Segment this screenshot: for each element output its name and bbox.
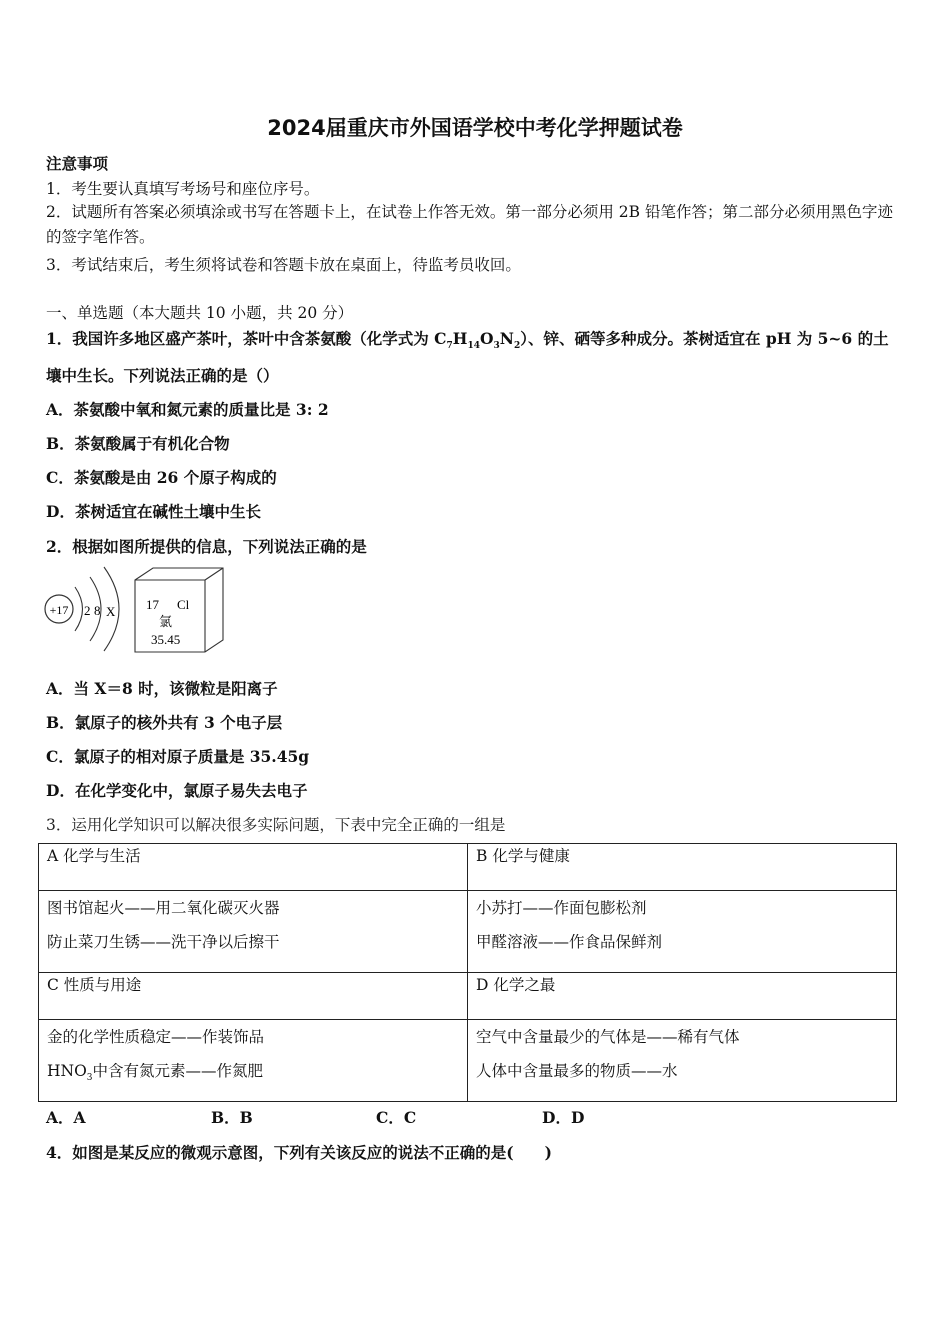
cell-d-line1: 空气中含量最少的气体是——稀有气体 [476, 1028, 740, 1046]
cell-d-head: D 化学之最 [468, 973, 897, 1020]
q1-stem-part-b: ）、锌、硒等多种成分。茶树适宜在 pH 为 5~6 的土 [520, 329, 889, 348]
section-heading: 一、单选题（本大题共 10 小题，共 20 分） [46, 304, 354, 322]
notice-item-2: 2．试题所有答案必须填涂或书写在答题卡上，在试卷上作答无效。第一部分必须用 2B 铅笔作答；第二部分必须用黑色字迹的签字笔作答。 [46, 203, 893, 246]
cell-b-line2: 甲醛溶液——作食品保鲜剂 [476, 933, 663, 951]
q3-table [38, 843, 897, 1102]
q3-option-b: B．B [211, 1108, 253, 1127]
element-name: 氯 [159, 614, 173, 629]
q2-stem: 2．根据如图所提供的信息，下列说法正确的是 [46, 537, 367, 556]
cell-b-line1: 小苏打——作面包膨松剂 [476, 899, 647, 917]
q1-stem-line2: 壤中生长。下列说法正确的是（） [46, 366, 279, 385]
element-mass: 35.45 [151, 632, 181, 647]
q3-option-c: C．C [376, 1108, 417, 1127]
q4-stem: 4．如图是某反应的微观示意图，下列有关该反应的说法不正确的是( ) [46, 1143, 552, 1162]
shell-electrons-x: X [106, 604, 116, 619]
q1-option-d: D．茶树适宜在碱性土壤中生长 [46, 502, 261, 521]
q1-stem-line1 [46, 327, 889, 351]
formula-o-count: 3 [493, 341, 500, 352]
cell-a-head: A 化学与生活 [39, 844, 468, 891]
q2-option-d: D．在化学变化中，氯原子易失去电子 [46, 781, 308, 800]
notice-heading: 注意事项 [46, 154, 109, 173]
cell-c-line1: 金的化学性质稳定——作装饰品 [47, 1028, 265, 1046]
chlorine-figure [40, 562, 240, 662]
q3-option-a: A．A [46, 1108, 86, 1127]
q3-option-d: D．D [542, 1108, 585, 1127]
formula-h: H [452, 329, 468, 348]
cell-c-line2-text: 中含有氮元素——作氮肥 [92, 1062, 264, 1080]
cell-a-body [39, 891, 468, 973]
cell-c-head: C 性质与用途 [39, 973, 468, 1020]
q1-option-b: B．茶氨酸属于有机化合物 [46, 434, 230, 453]
cell-b-head: B 化学与健康 [468, 844, 897, 891]
q2-option-a: A．当 X＝8 时，该微粒是阳离子 [46, 679, 278, 698]
q3-stem: 3．运用化学知识可以解决很多实际问题，下表中完全正确的一组是 [46, 816, 506, 834]
cell-c-body [39, 1020, 468, 1102]
q1-option-c: C．茶氨酸是由 26 个原子构成的 [46, 468, 277, 487]
cell-b-body [468, 891, 897, 973]
formula-c-count: 7 [446, 341, 453, 352]
hno3-formula: HNO [47, 1062, 87, 1080]
formula-h-count: 14 [467, 341, 480, 352]
cell-d-body [468, 1020, 897, 1102]
q2-option-c: C．氯原子的相对原子质量是 35.45g [46, 747, 310, 766]
q1-stem-part-a: 1．我国许多地区盛产茶叶，茶叶中含茶氨酸（化学式为 C [46, 329, 447, 348]
shell-electrons-2: 8 [94, 603, 101, 618]
formula-o: O [479, 329, 494, 348]
q1-option-a: A．茶氨酸中氧和氮元素的质量比是 3: 2 [46, 400, 329, 419]
cell-a-line2: 防止菜刀生锈——洗干净以后擦干 [47, 933, 280, 951]
page-title: 2024届重庆市外国语学校中考化学押题试卷 [267, 116, 683, 140]
nucleus-charge: +17 [49, 603, 69, 617]
electron-shell-arc-1 [75, 587, 83, 631]
element-atomic-number: 17 [146, 597, 159, 612]
element-symbol: Cl [177, 597, 190, 612]
formula-n: N [499, 329, 514, 348]
notice-item-3: 3．考试结束后，考生须将试卷和答题卡放在桌面上，待监考员收回。 [46, 256, 521, 274]
cell-a-line1: 图书馆起火——用二氧化碳灭火器 [47, 899, 280, 917]
notice-item-1: 1．考生要认真填写考场号和座位序号。 [46, 180, 320, 198]
hno3-subscript: 3 [86, 1073, 93, 1084]
q2-option-b: B．氯原子的核外共有 3 个电子层 [46, 713, 283, 732]
shell-electrons-1: 2 [84, 603, 91, 618]
cell-c-line2 [47, 1054, 459, 1095]
cell-d-line2: 人体中含量最多的物质——水 [476, 1062, 678, 1080]
formula-n-count: 2 [513, 341, 521, 352]
